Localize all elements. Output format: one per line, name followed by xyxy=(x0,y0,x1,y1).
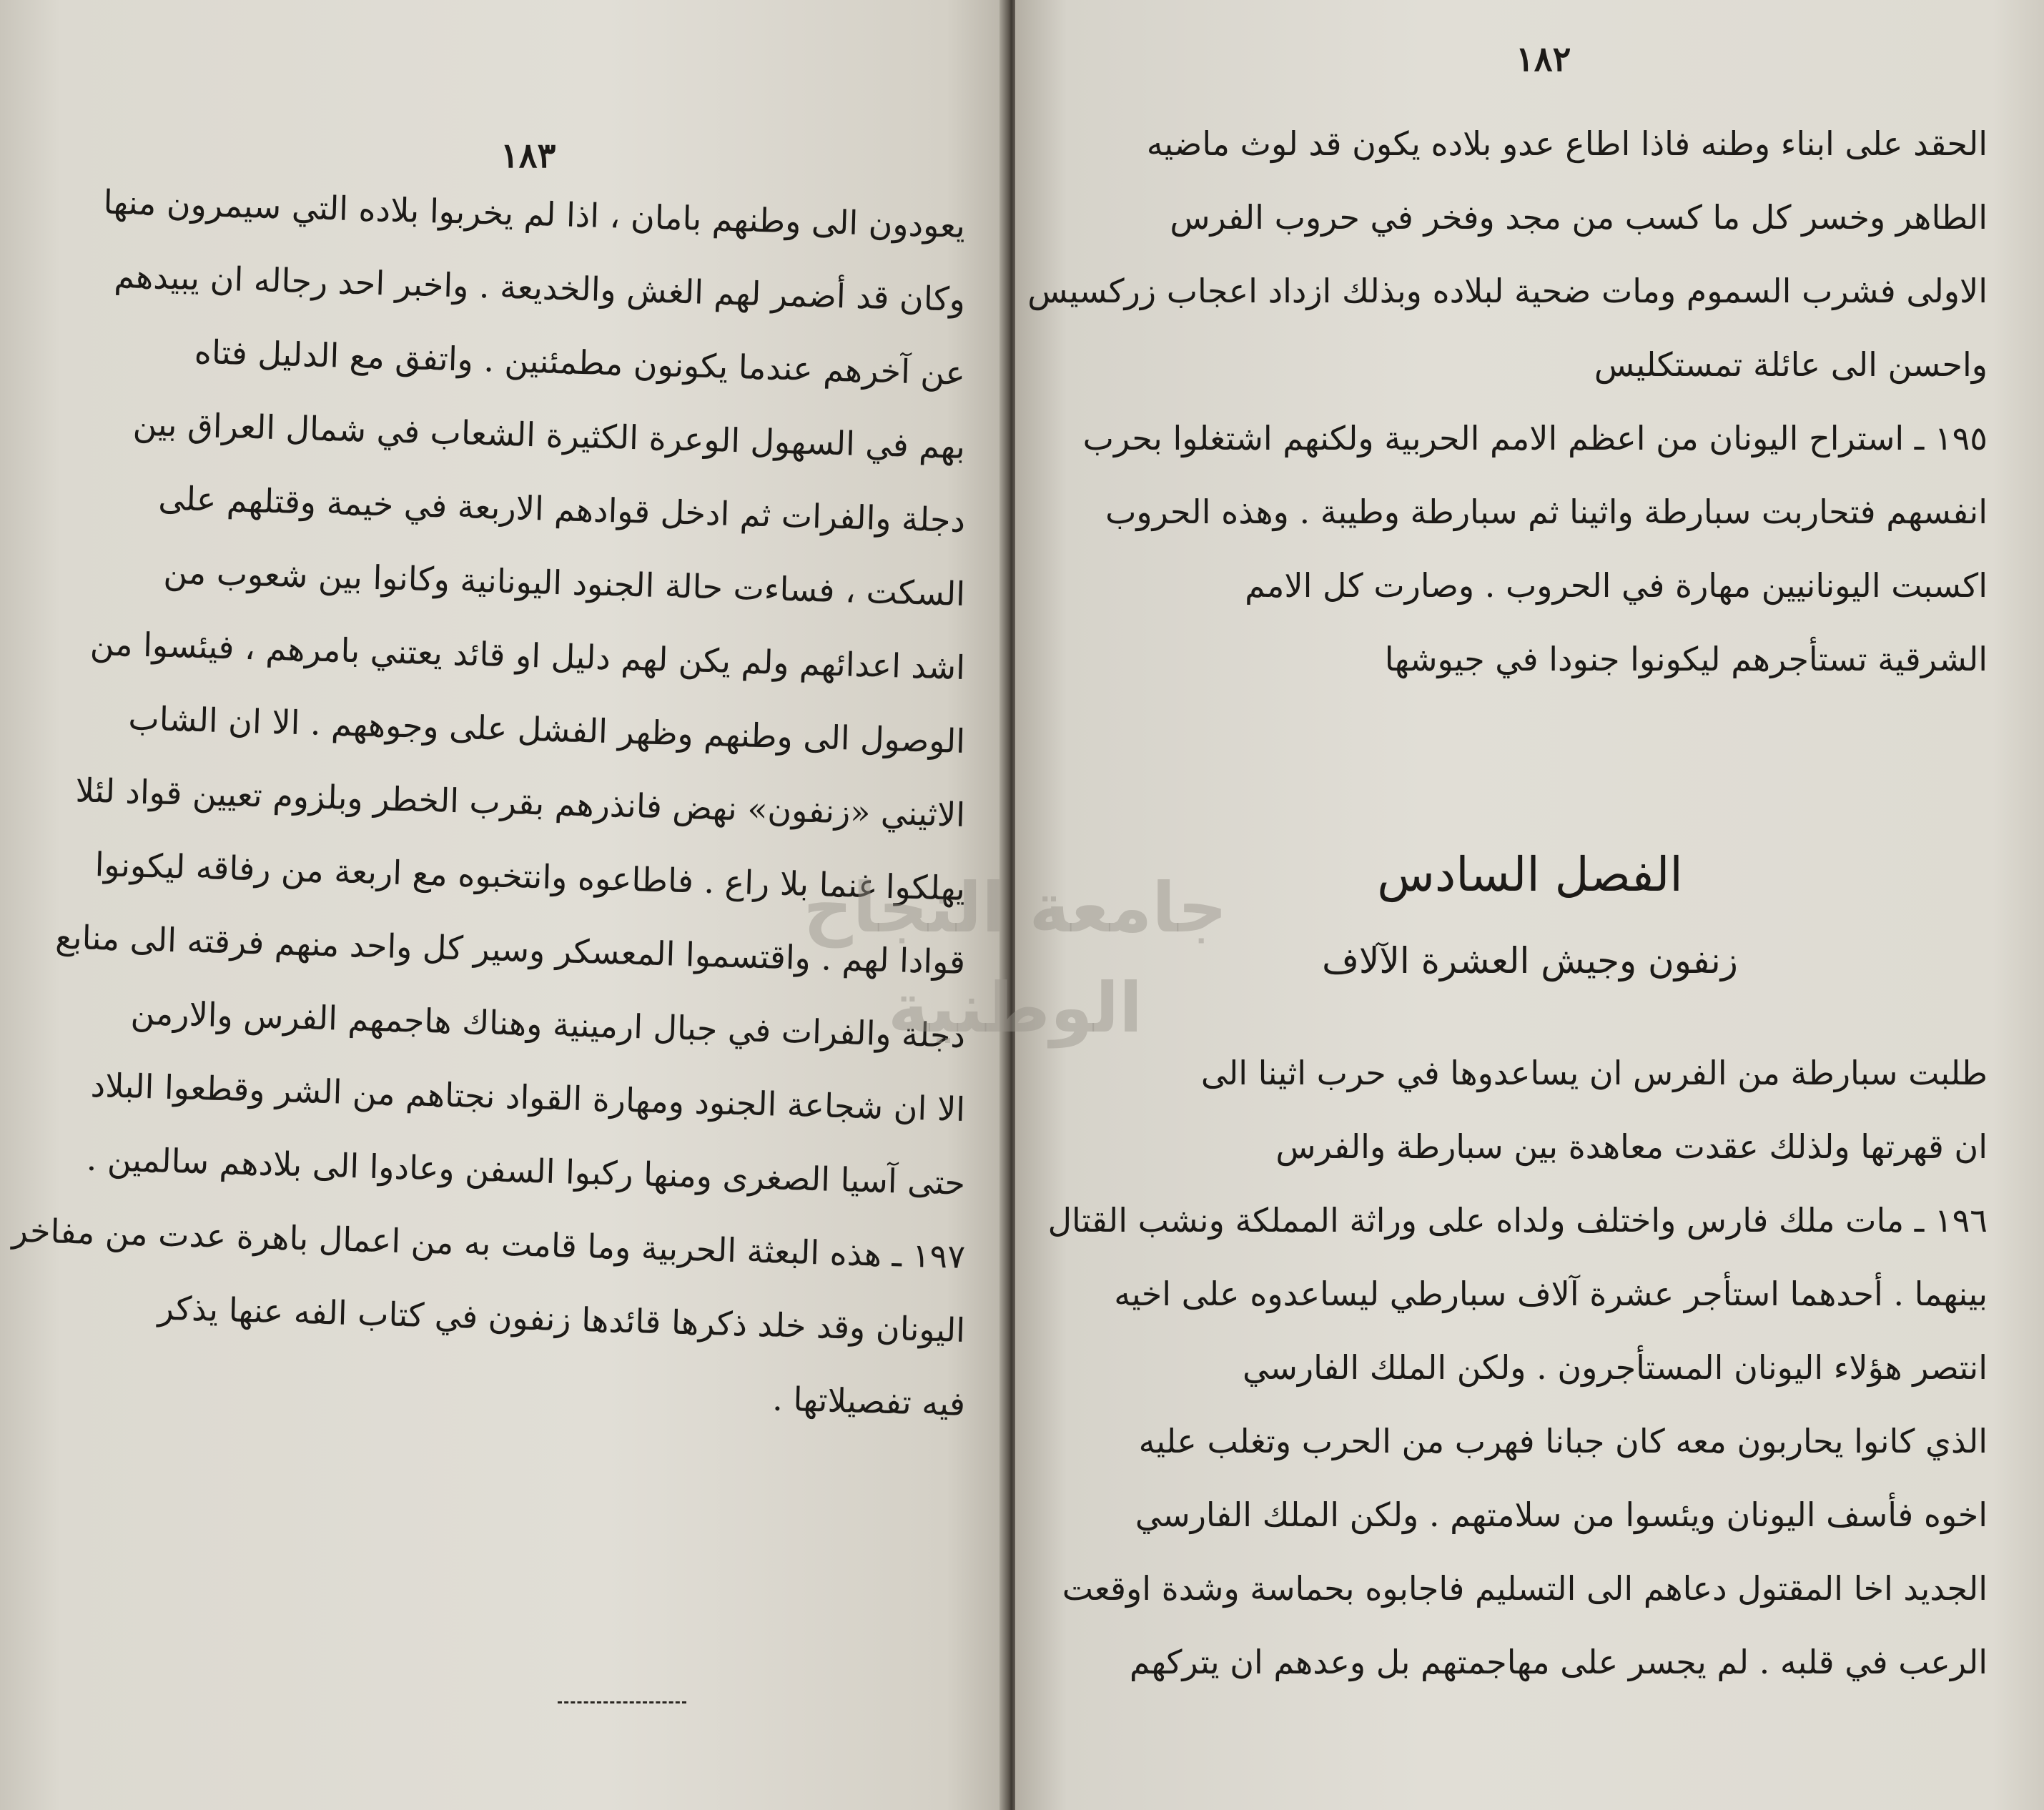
text-line: ان قهرتها ولذلك عقدت معاهدة بين سبارطة والفرس xyxy=(1275,1127,1988,1166)
text-line: الشرقية تستأجرهم ليكونوا جنودا في جيوشها xyxy=(1384,640,1988,678)
text-line: اشد اعدائهم ولم يكن لهم دليل او قائد يعتني بامرهم ، فيئسوا من xyxy=(89,623,966,687)
text-line: حتى آسيا الصغرى ومنها ركبوا السفن وعادوا الى بلادهم سالمين . xyxy=(86,1139,966,1202)
text-line: انفسهم فتحاربت سبارطة واثينا ثم سبارطة وطيبة . وهذه الحروب xyxy=(1105,493,1988,531)
text-line: وكان قد أضمر لهم الغش والخديعة . واخبر احد رجاله ان يبيدهم xyxy=(113,256,966,319)
text-line: بهم في السهول الوعرة الكثيرة الشعاب في شمال العراق بين xyxy=(132,404,966,466)
text-line: عن آخرهم عندما يكونون مطمئنين . واتفق مع الدليل فتاه xyxy=(194,332,966,392)
text-line: قوادا لهم . واقتسموا المعسكر وسير كل واحد منهم فرقته الى منابع xyxy=(54,917,966,981)
left-page-text xyxy=(11,182,966,1441)
text-line: دجلة والفرات في جبال ارمينية وهناك هاجمهم الفرس والارمن xyxy=(130,993,966,1055)
right-page-text-top xyxy=(1027,107,1988,696)
text-line: اليونان وقد خلد ذكرها قائدها زنفون في كتاب الفه عنها يذكر xyxy=(157,1288,966,1350)
right-page xyxy=(1015,0,2044,1810)
text-line: الرعب في قلبه . لم يجسر على مهاجمتهم بل وعدهم ان يتركهم xyxy=(1129,1643,1988,1681)
text-line: الذي كانوا يحاربون معه كان جبانا فهرب من الحرب وتغلب عليه xyxy=(1138,1422,1988,1460)
chapter-title: الفصل السادس xyxy=(1377,847,1683,902)
text-line: واحسن الى عائلة تمستكليس xyxy=(1594,345,1988,384)
text-line: السكت ، فساءت حالة الجنود اليونانية وكانوا بين شعوب من xyxy=(162,552,966,613)
text-line: الوصول الى وطنهم وظهر الفشل على وجوههم . الا ان الشاب xyxy=(127,698,966,761)
text-line: فيه تفصيلاتها . xyxy=(771,1379,966,1423)
text-line: اكسبت اليونانيين مهارة في الحروب . وصارت كل الامم xyxy=(1245,566,1988,605)
text-line: الجديد اخا المقتول دعاهم الى التسليم فاجابوه بحماسة وشدة اوقعت xyxy=(1062,1569,1988,1608)
text-line: الاثيني «زنفون» نهض فانذرهم بقرب الخطر وبلزوم تعيين قواد لئلا xyxy=(74,771,966,834)
university-watermark: جامعة النجاح الوطنية xyxy=(803,868,1228,1048)
text-line: طلبت سبارطة من الفرس ان يساعدوها في حرب اثينا الى xyxy=(1200,1054,1988,1092)
text-line: انتصر هؤلاء اليونان المستأجرون . ولكن الملك الفارسي xyxy=(1243,1348,1988,1387)
text-line: الاولى فشرب السموم ومات ضحية لبلاده وبذلك ازداد اعجاب زركسيس xyxy=(1027,272,1988,310)
text-line: يهلكوا غنما بلا راع . فاطاعوه وانتخبوه مع اربعة من رفاقه ليكونوا xyxy=(94,845,966,908)
text-line: الطاهر وخسر كل ما كسب من مجد وفخر في حروب الفرس xyxy=(1170,198,1988,237)
text-line: بينهما . أحدهما استأجر عشرة آلاف سبارطي ليساعدوه على اخيه xyxy=(1114,1275,1988,1313)
text-line: يعودون الى وطنهم بامان ، اذا لم يخربوا بلاده التي سيمرون منها xyxy=(102,182,966,245)
text-line: ١٩٥ ـ استراح اليونان من اعظم الامم الحربية ولكنهم اشتغلوا بحرب xyxy=(1082,419,1988,458)
text-line: الا ان شجاعة الجنود ومهارة القواد نجتاهم من الشر وقطعوا البلاد xyxy=(90,1065,966,1129)
left-page xyxy=(0,0,1007,1810)
text-line: ١٩٧ ـ هذه البعثة الحربية وما قامت به من اعمال باهرة عدت من مفاخر xyxy=(11,1210,966,1276)
right-page-text-bottom xyxy=(1047,1037,1988,1699)
text-line: ١٩٦ ـ مات ملك فارس واختلف ولداه على وراثة المملكة ونشب القتال xyxy=(1047,1201,1988,1240)
text-line: الحقد على ابناء وطنه فاذا اطاع عدو بلاده يكون قد لوث ماضيه xyxy=(1146,124,1988,163)
text-line: اخوه فأسف اليونان ويئسوا من سلامتهم . ولكن الملك الفارسي xyxy=(1135,1495,1988,1534)
page-number: ١٨٣ xyxy=(500,136,556,176)
chapter-subtitle: زنفون وجيش العشرة الآلاف xyxy=(1322,940,1738,981)
page-number: ١٨٢ xyxy=(1516,39,1571,79)
text-line: دجلة والفرات ثم ادخل قوادهم الاربعة في خيمة وقتلهم على xyxy=(157,478,966,540)
end-ornament xyxy=(558,1701,686,1706)
